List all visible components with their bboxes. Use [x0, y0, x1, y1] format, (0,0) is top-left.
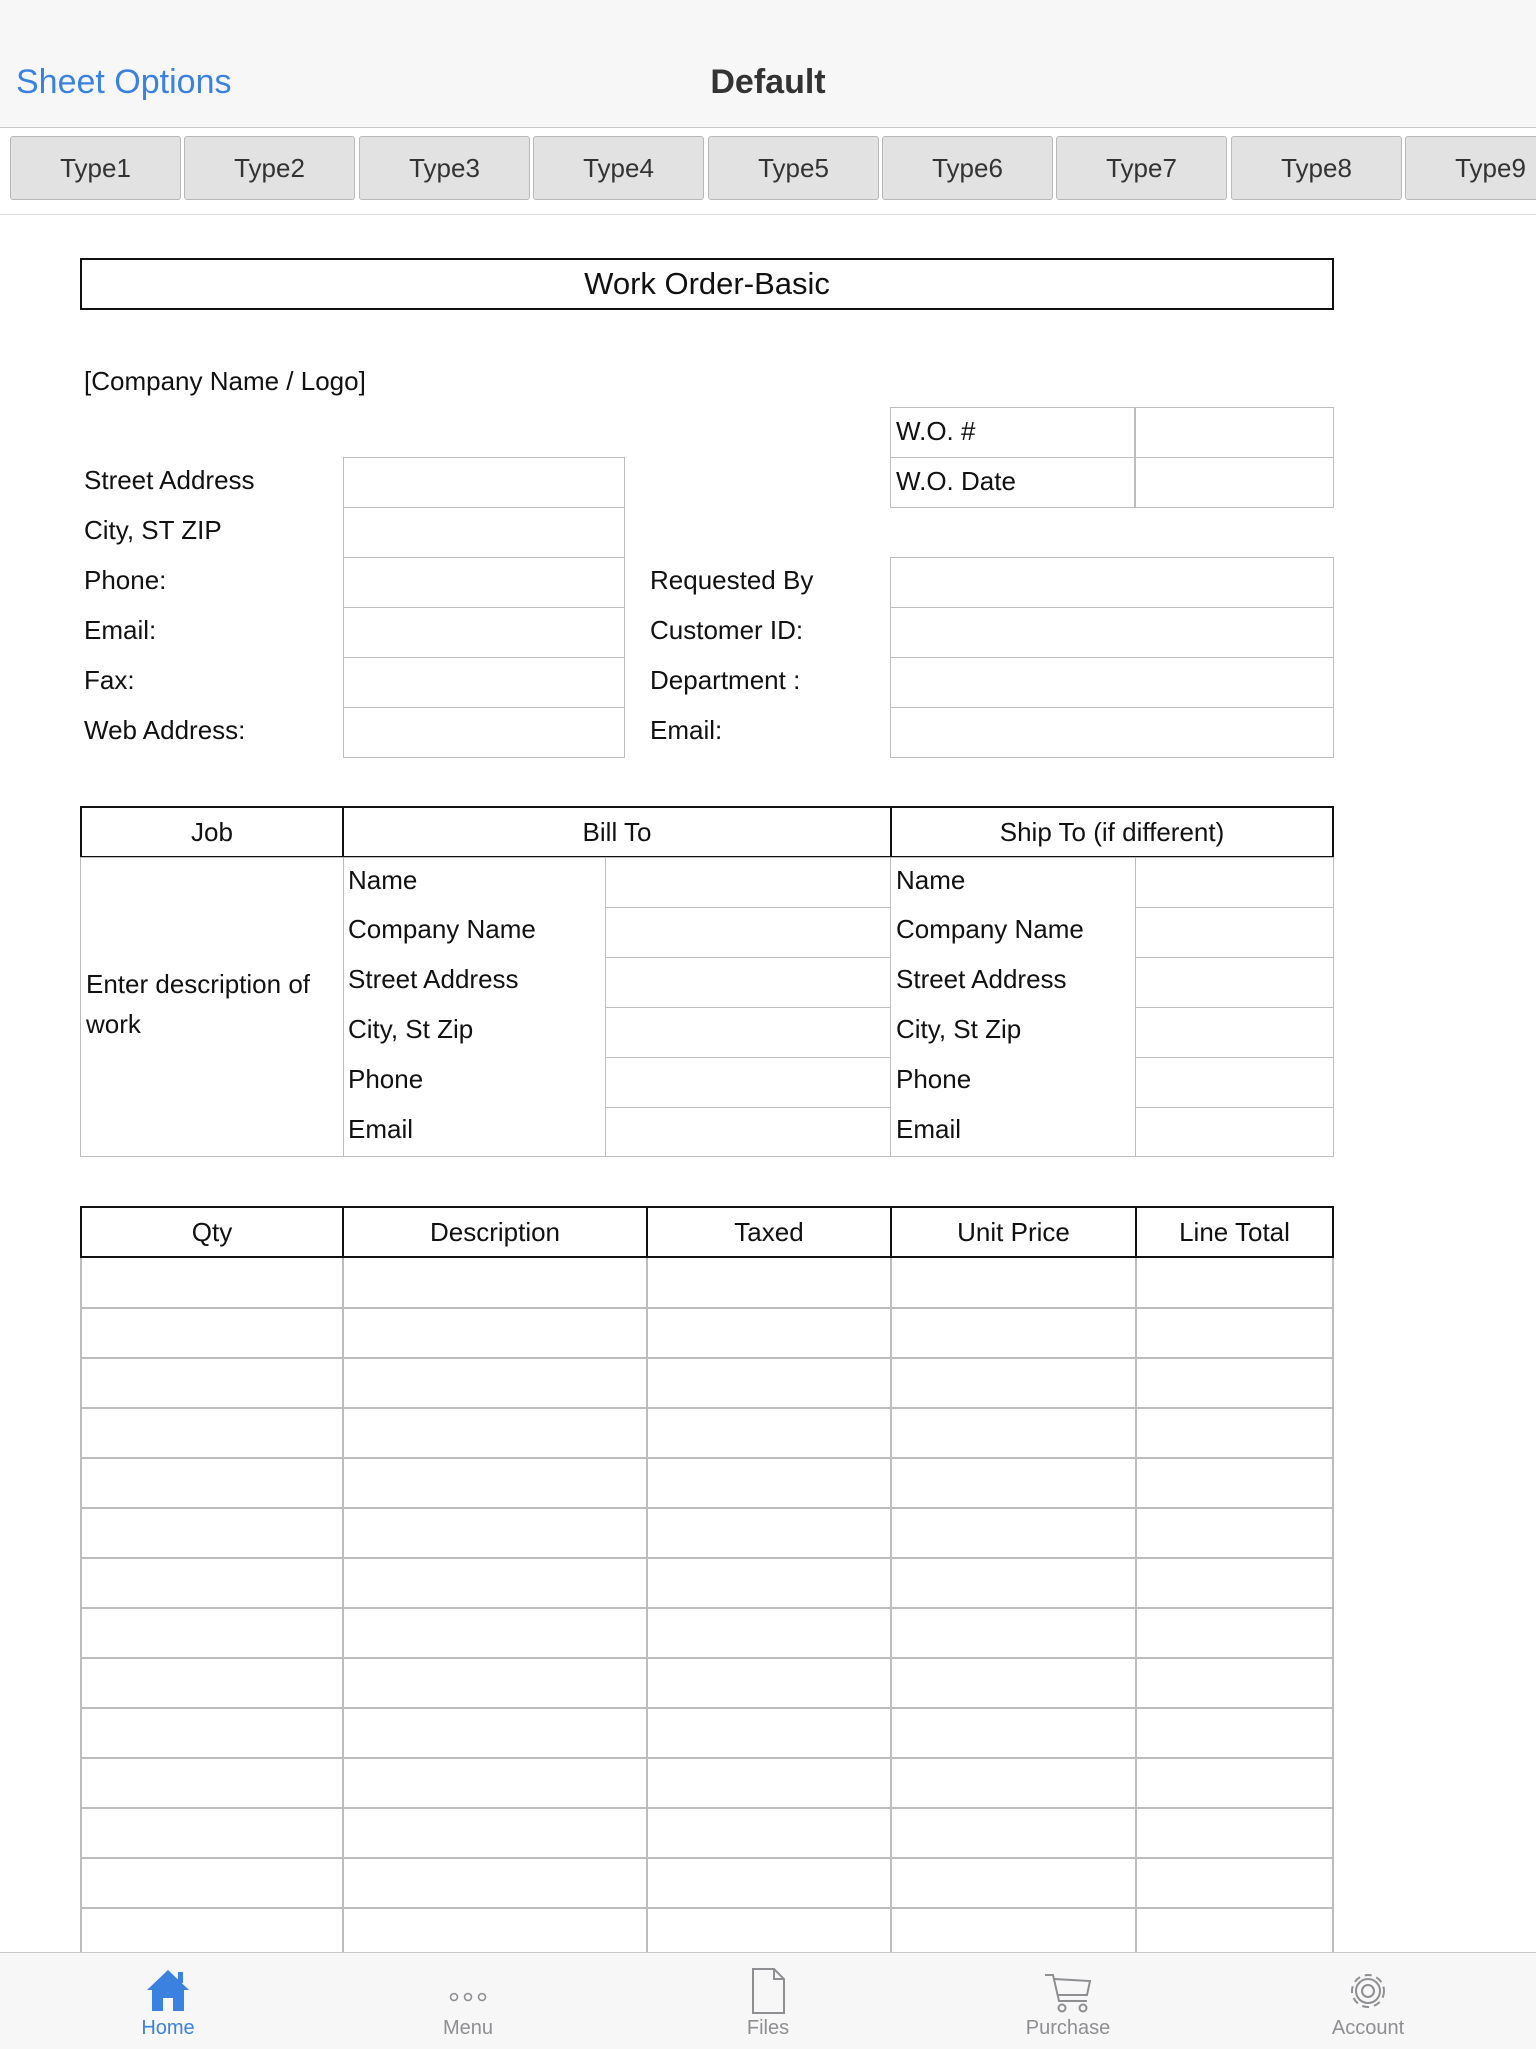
ship-name-input[interactable]	[1135, 857, 1334, 908]
work-order-sheet	[0, 214, 1536, 1952]
ship-company-label: Company Name	[896, 914, 1084, 944]
cart-icon	[1043, 1963, 1093, 2017]
bill-name-label: Name	[348, 865, 418, 895]
bill-phone-input[interactable]	[605, 1057, 891, 1108]
tabbar-purchase[interactable]	[918, 1953, 1218, 2049]
grid-col-line	[1135, 1258, 1137, 1952]
gear-icon	[1343, 1963, 1393, 2017]
bill-street-input[interactable]	[605, 957, 891, 1008]
grid-col-line	[80, 1258, 82, 1952]
fax-input[interactable]	[343, 657, 625, 708]
tab-type6[interactable]: Type6	[882, 136, 1053, 200]
web-address-input[interactable]	[343, 707, 625, 758]
table-row-line	[80, 1457, 1334, 1459]
tabbar-home[interactable]	[18, 1953, 318, 2049]
grid-col-line	[342, 1258, 344, 1952]
tabbar-menu[interactable]	[318, 1953, 618, 2049]
job-header[interactable]: Job	[80, 806, 344, 858]
table-row-line	[80, 1607, 1334, 1609]
table-row-line	[80, 1507, 1334, 1509]
ship-street-label: Street Address	[896, 964, 1067, 994]
city-st-zip-input[interactable]	[343, 507, 625, 558]
customer-id-input[interactable]	[890, 607, 1334, 658]
ship-street-input[interactable]	[1135, 957, 1334, 1008]
company-name-logo[interactable]: [Company Name / Logo]	[84, 366, 366, 396]
template-tabs	[0, 128, 1536, 215]
tab-type4[interactable]: Type4	[533, 136, 704, 200]
job-description-text: Enter description of work	[86, 969, 311, 1039]
requested-by-label: Requested By	[650, 565, 814, 595]
line-total-header[interactable]: Line Total	[1135, 1206, 1334, 1258]
grid-col-line	[890, 1258, 892, 1952]
ship-email-input[interactable]	[1135, 1107, 1334, 1157]
wo-date-label: W.O. Date	[896, 466, 1016, 496]
tab-type8[interactable]: Type8	[1231, 136, 1402, 200]
tabbar-account[interactable]	[1218, 1953, 1518, 2049]
grid-col-line	[1332, 1258, 1334, 1952]
street-address-label: Street Address	[84, 465, 255, 495]
ship-name-label: Name	[896, 865, 966, 895]
table-row-line	[80, 1357, 1334, 1359]
bill-city-label: City, St Zip	[348, 1014, 474, 1044]
navigation-bar	[0, 0, 1536, 128]
wo-number-label: W.O. #	[896, 416, 976, 446]
ship-company-input[interactable]	[1135, 907, 1334, 958]
ship-email-label: Email	[896, 1114, 962, 1144]
bill-company-label: Company Name	[348, 914, 536, 944]
tab-type2[interactable]: Type2	[184, 136, 355, 200]
bill-name-input[interactable]	[605, 857, 891, 908]
bill-street-label: Street Address	[348, 964, 519, 994]
bill-phone-label: Phone	[348, 1064, 424, 1094]
table-row-line	[80, 1307, 1334, 1309]
table-row-line	[80, 1757, 1334, 1759]
bottom-tab-bar	[0, 1952, 1536, 2049]
table-row-line	[80, 1807, 1334, 1809]
ship-phone-label: Phone	[896, 1064, 972, 1094]
tab-type9[interactable]: Type9	[1405, 136, 1536, 200]
street-address-input[interactable]	[343, 457, 625, 508]
tabbar-purchase-label: Purchase	[1025, 2017, 1111, 2039]
ship-to-label-column	[890, 857, 1136, 1157]
ship-phone-input[interactable]	[1135, 1057, 1334, 1108]
email-label: Email:	[84, 615, 157, 645]
requested-by-input[interactable]	[890, 557, 1334, 608]
bill-to-header[interactable]: Bill To	[342, 806, 892, 858]
unit-price-header[interactable]: Unit Price	[890, 1206, 1137, 1258]
more-icon	[443, 1963, 493, 2017]
grid-col-line	[646, 1258, 648, 1952]
customer-id-label: Customer ID:	[650, 615, 804, 645]
phone-input[interactable]	[343, 557, 625, 608]
ship-city-label: City, St Zip	[896, 1014, 1022, 1044]
department-input[interactable]	[890, 657, 1334, 708]
description-header[interactable]: Description	[342, 1206, 648, 1258]
city-st-zip-label: City, ST ZIP	[84, 515, 222, 545]
table-row-line	[80, 1657, 1334, 1659]
tabbar-files[interactable]	[618, 1953, 918, 2049]
tabbar-account-label: Account	[1331, 2017, 1405, 2039]
wo-number-input[interactable]	[1135, 407, 1334, 458]
home-icon	[143, 1963, 193, 2017]
bill-to-label-column	[343, 857, 606, 1157]
tab-type7[interactable]: Type7	[1056, 136, 1227, 200]
email-input[interactable]	[343, 607, 625, 658]
table-row-line	[80, 1907, 1334, 1909]
phone-label: Phone:	[84, 565, 167, 595]
sheet-options-button[interactable]: Sheet Options	[16, 63, 232, 101]
tabbar-files-label: Files	[746, 2017, 790, 2039]
requester-email-input[interactable]	[890, 707, 1334, 758]
ship-city-input[interactable]	[1135, 1007, 1334, 1058]
tabbar-menu-label: Menu	[442, 2017, 494, 2039]
bill-email-label: Email	[348, 1114, 414, 1144]
ship-to-header[interactable]: Ship To (if different)	[890, 806, 1334, 858]
wo-date-input[interactable]	[1135, 457, 1334, 508]
tab-type5[interactable]: Type5	[708, 136, 879, 200]
file-icon	[743, 1963, 793, 2017]
table-row-line	[80, 1707, 1334, 1709]
web-address-label: Web Address:	[84, 715, 246, 745]
department-label: Department :	[650, 665, 801, 695]
bill-city-input[interactable]	[605, 1007, 891, 1058]
taxed-header[interactable]: Taxed	[646, 1206, 892, 1258]
qty-header[interactable]: Qty	[80, 1206, 344, 1258]
table-row-line	[80, 1857, 1334, 1859]
tab-type3[interactable]: Type3	[359, 136, 530, 200]
fax-label: Fax:	[84, 665, 135, 695]
bill-company-input[interactable]	[605, 907, 891, 958]
table-row-line	[80, 1407, 1334, 1409]
tab-type1[interactable]: Type1	[10, 136, 181, 200]
tabbar-home-label: Home	[141, 2017, 195, 2039]
form-title[interactable]: Work Order-Basic	[80, 258, 1334, 310]
bill-email-input[interactable]	[605, 1107, 891, 1157]
sheet-title: Default	[710, 63, 826, 101]
requester-email-label: Email:	[650, 715, 723, 745]
table-row-line	[80, 1557, 1334, 1559]
